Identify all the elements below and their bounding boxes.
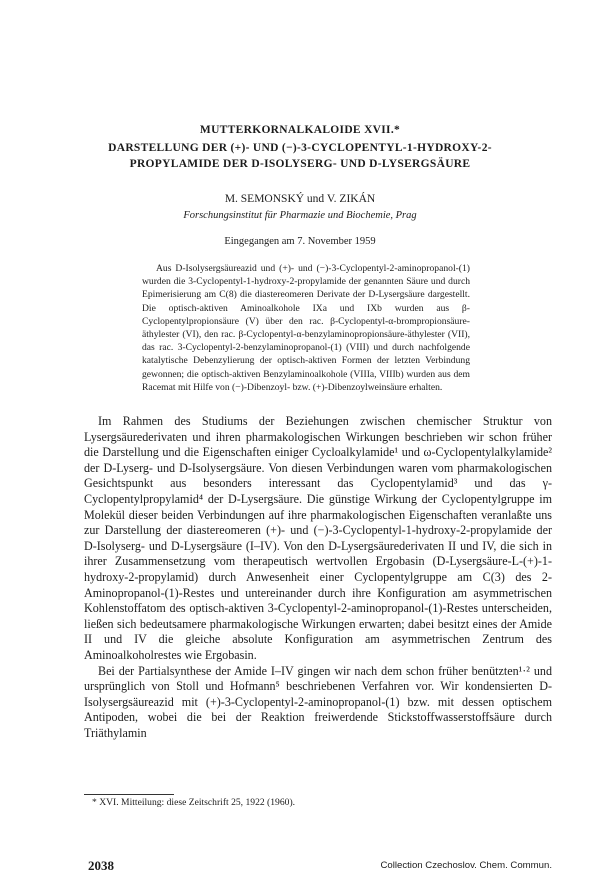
received-date: Eingegangen am 7. November 1959 <box>224 236 376 247</box>
body-text <box>84 414 552 741</box>
series-title: MUTTERKORNALKALOIDE XVII.* <box>199 124 401 136</box>
body-paragraph: Bei der Partialsynthese der Amide I–IV gingen wir nach dem schon früher benützten¹·² und ursprünglich von Stoll und Hofmann⁵ beschriebenen Verfahren vor. Wir kondensierten D-Isolysergsäureazid mit (+)-3-Cyclopentyl-2-aminopropanol-(1) bzw. mit dessen optischem Antipoden, wobei die bei der Reaktion freiwerdende Stickstoffwasserstoffsäure durch Triäthylamin <box>84 663 552 740</box>
journal-name: Collection Czechoslov. Chem. Commun. <box>380 860 552 871</box>
footnote: * XVI. Mitteilung: diese Zeitschrift 25, 1922 (1960). <box>92 797 296 808</box>
page-number: 2038 <box>88 858 114 873</box>
affiliation: Forschungsinstitut für Pharmazie und Biochemie, Prag <box>183 210 417 221</box>
footnote-rule <box>84 794 174 795</box>
authors: M. SEMONSKÝ und V. ZIKÁN <box>224 193 376 205</box>
article-title: DARSTELLUNG DER (+)- UND (−)-3-CYCLOPENTYL-1-HYDROXY-2-PROPYLAMIDE DER D-ISOLYSERG- UND D-LYSERGSÄURE <box>108 142 492 170</box>
abstract: Aus D-Isolysergsäureazid und (+)- und (−)-3-Cyclopentyl-2-aminopropanol-(1) wurden die 3-Cyclopentyl-1-hydroxy-2-propylamide der genannten Säure und durch Epimerisierung am C(8) die diastereomeren Derivate der D-Lysergsäure dargestellt. Die optisch-aktiven Aminoalkohole IXa und IXb wurden aus β-Cyclopentylpropionsäure (V) über den rac. β-Cyclopentyl-α-brompropionsäure-äthylester (VI), den rac. β-Cyclopentyl-α-benzylaminopropionsäure-äthylester (VII), das rac. 3-Cyclopentyl-2-benzylaminopropanol-(1) (VIII) und durch nachfolgende katalytische Debenzylierung der optisch-aktiven Formen der letzten Verbindung gewonnen; die optisch-aktiven Benzylaminoalkohole (VIIIa, VIIIb) wurden aus dem Racemat mit Hilfe von (−)-Dibenzoyl- bzw. (+)-Dibenzoylweinsäure erhalten. <box>142 263 470 393</box>
body-paragraph: Im Rahmen des Studiums der Beziehungen zwischen chemischer Struktur von Lysergsäurederivaten und ihren pharmakologischen Wirkungen beschrieben wir schon früher die Darstellung und die Eigenschaften einiger Cycloalkylamide¹ und ω-Cyclopentylalkylamide² der D-Lyserg- und D-Isolysergsäure. Von diesen Verbindungen waren vom pharmakologischen Gesichtspunkt aus besonders interessant das Cyclopentylamid³ und das γ-Cyclopentylpropylamid⁴ der D-Lysergsäure. Die günstige Wirkung der Cyclopentylgruppe im Molekül dieser beiden Verbindungen auf ihre pharmakologischen Eigenschaften veranlaßte uns zur Darstellung der diastereomeren (+)- und (−)-3-Cyclopentyl-1-hydroxy-2-propylamide der D-Isolyserg- und D-Lysergsäure (I–IV). Von den D-Lysergsäurederivaten II und IV, die sich in ihrer Zusammensetzung vom therapeutisch wertvollen Ergobasin (D-Lysergsäure-L-(+)-1-hydroxy-2-propylamid) durch Anwesenheit einer Cyclopentylgruppe am C(3) des 2-Aminopropanol-(1)-Restes und untereinander durch ihre Konfiguration am asymmetrischen Kohlenstoffatom des optisch-aktiven 3-Cyclopentyl-2-aminopropanol-(1)-Restes unterscheiden, ließen sich bedeutsamere pharmakologische Wirkungen erwarten; dabei besitzt eines der Amide II und IV die gleiche absolute Konfiguration am asymmetrischen Zentrum des Aminoalkoholrestes wie Ergobasin. <box>84 414 552 662</box>
